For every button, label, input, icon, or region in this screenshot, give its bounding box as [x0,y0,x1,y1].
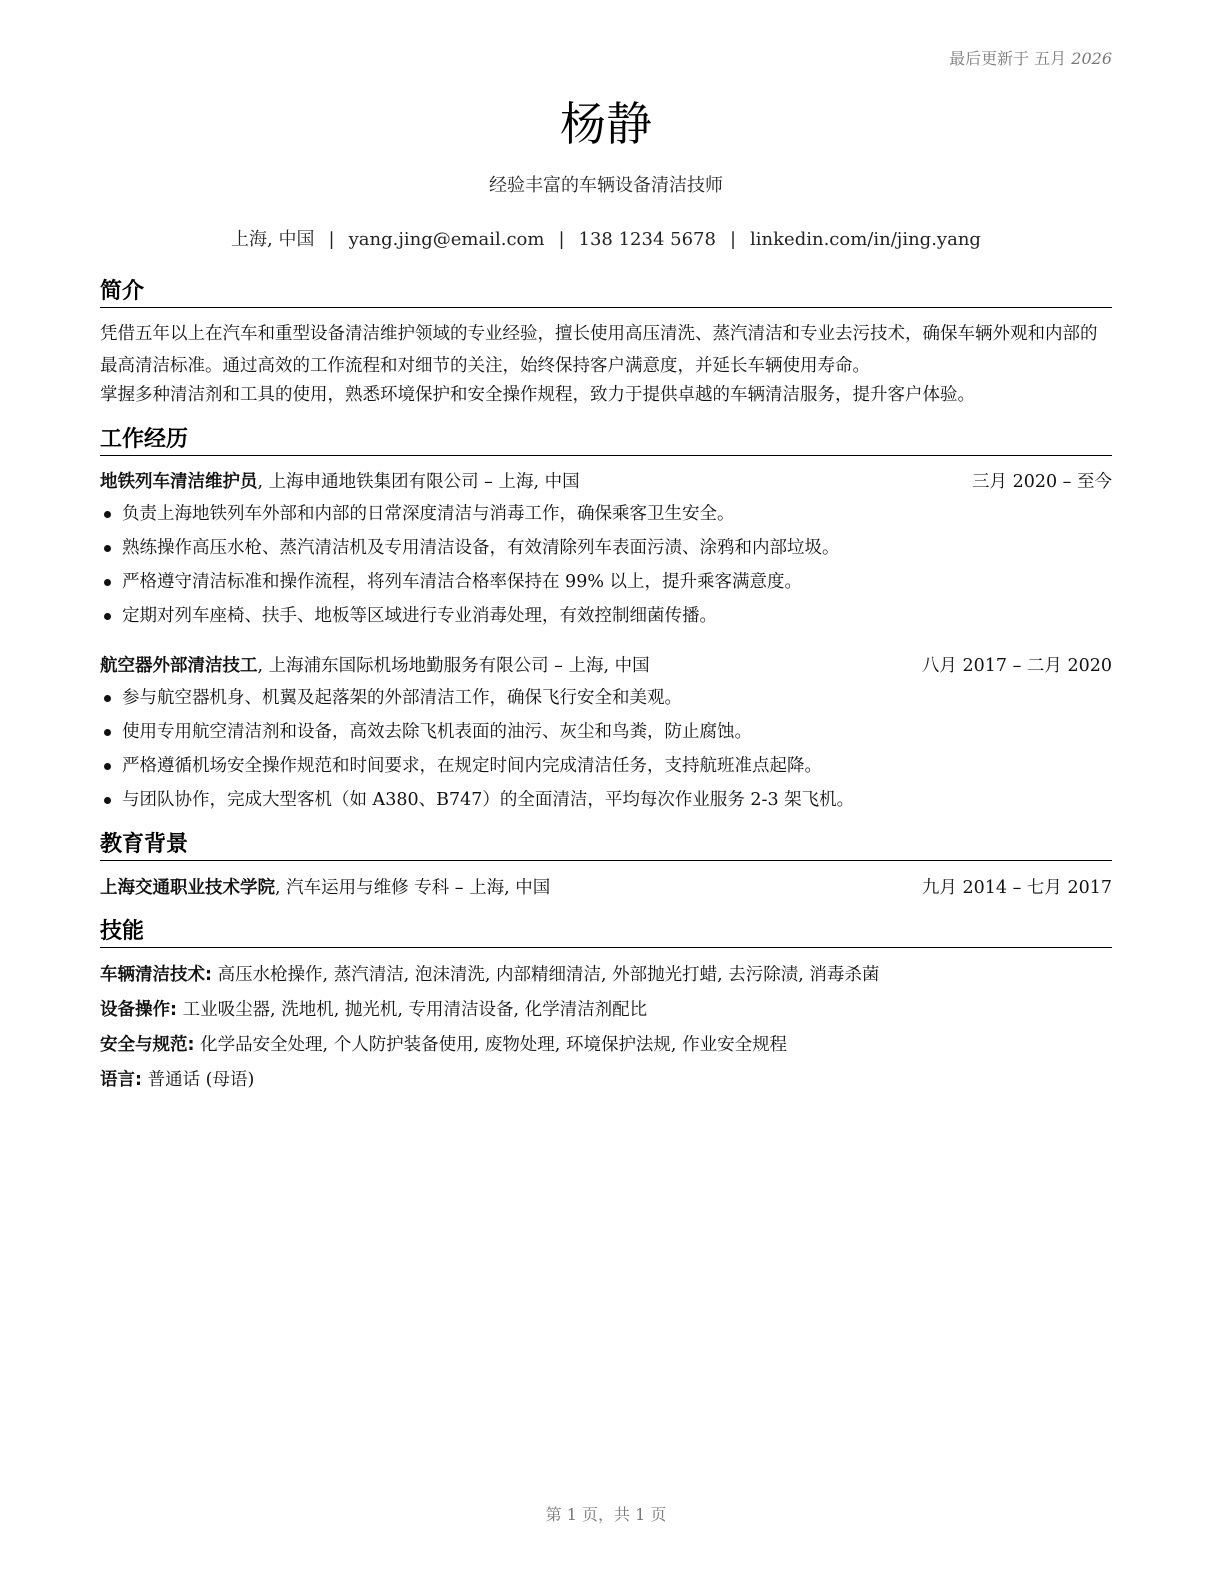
job-organization: , 上海申通地铁集团有限公司 – 上海, 中国 [257,472,580,492]
list-item: 严格遵循机场安全操作规范和时间要求，在规定时间内完成清洁任务，支持航班准点起降。 [100,749,1112,783]
education-detail: , 汽车运用与维修 专科 – 上海, 中国 [275,878,551,898]
skill-label: 车辆清洁技术: [100,965,212,985]
job-organization: , 上海浦东国际机场地勤服务有限公司 – 上海, 中国 [257,656,650,676]
contact-phone: 138 1234 5678 [578,229,716,250]
skills-heading: 技能 [100,919,1112,948]
education-entry [100,876,1112,900]
job-bullets [100,497,1112,633]
summary-paragraph: 凭借五年以上在汽车和重型设备清洁维护领域的专业经验，擅长使用高压清洗、蒸汽清洁和专业去污技术，确保车辆外观和内部的最高清洁标准。通过高效的工作流程和对细节的关注，始终保持客户满意度，并延长车辆使用寿命。 [100,324,1098,376]
skill-line [100,1033,1112,1057]
job-dates: 八月 2017 – 二月 2020 [921,656,1112,676]
skill-label: 安全与规范: [100,1035,195,1055]
job-role: 航空器外部清洁技工 [100,656,258,676]
contact-email[interactable]: yang.jing@email.com [348,229,545,250]
contact-line [100,225,1112,251]
skill-value: 化学品安全处理, 个人防护装备使用, 废物处理, 环境保护法规, 作业安全规程 [194,1035,788,1055]
last-updated-year: 2026 [1071,49,1112,68]
skill-line [100,998,1112,1022]
summary-paragraph: 掌握多种清洁剂和工具的使用，熟悉环境保护和安全操作规程，致力于提供卓越的车辆清洁服务，提升客户体验。 [100,385,975,405]
job-dates: 三月 2020 – 至今 [972,472,1112,492]
last-updated-label: 最后更新于 五月 [949,49,1067,68]
contact-separator: | [328,229,335,250]
education-heading: 教育背景 [100,832,1112,861]
skill-value: 高压水枪操作, 蒸汽清洁, 泡沫清洗, 内部精细清洁, 外部抛光打蜡, 去污除渍, 消毒杀菌 [212,965,880,985]
list-item: 负责上海地铁列车外部和内部的日常深度清洁与消毒工作，确保乘客卫生安全。 [100,497,1112,531]
list-item: 参与航空器机身、机翼及起落架的外部清洁工作，确保飞行安全和美观。 [100,681,1112,715]
list-item: 严格遵守清洁标准和操作流程，将列车清洁合格率保持在 99% 以上，提升乘客满意度。 [100,565,1112,599]
job-bullets [100,681,1112,817]
contact-separator: | [729,229,737,250]
last-updated [949,46,1112,69]
skill-line [100,963,1112,987]
contact-location: 上海, 中国 [231,229,315,250]
contact-separator: | [558,229,565,250]
skill-value: 工业吸尘器, 洗地机, 抛光机, 专用清洁设备, 化学清洁剂配比 [177,1000,648,1020]
job-header [100,470,1112,494]
list-item: 定期对列车座椅、扶手、地板等区域进行专业消毒处理，有效控制细菌传播。 [100,599,1112,633]
summary-heading: 简介 [100,279,1112,308]
candidate-name: 杨静 [560,97,652,151]
skill-value: 普通话 (母语) [142,1070,255,1090]
experience-heading: 工作经历 [100,427,1112,456]
contact-linkedin[interactable]: linkedin.com/in/jing.yang [750,229,981,250]
page-number: 第 1 页，共 1 页 [545,1505,667,1524]
list-item: 与团队协作，完成大型客机（如 A380、B747）的全面清洁，平均每次作业服务 2-3 架飞机。 [100,783,1112,817]
skill-label: 语言: [100,1070,142,1090]
job-role: 地铁列车清洁维护员 [100,472,258,492]
resume-page [100,0,1112,1584]
job-header [100,654,1112,678]
school-name: 上海交通职业技术学院 [100,878,275,898]
list-item: 熟练操作高压水枪、蒸汽清洁机及专用清洁设备，有效清除列车表面污渍、涂鸦和内部垃圾。 [100,531,1112,565]
list-item: 使用专用航空清洁剂和设备，高效去除飞机表面的油污、灰尘和鸟粪，防止腐蚀。 [100,715,1112,749]
candidate-tagline: 经验丰富的车辆设备清洁技师 [489,175,723,196]
skill-line [100,1068,1112,1092]
education-dates: 九月 2014 – 七月 2017 [921,878,1112,898]
skill-label: 设备操作: [100,1000,177,1020]
